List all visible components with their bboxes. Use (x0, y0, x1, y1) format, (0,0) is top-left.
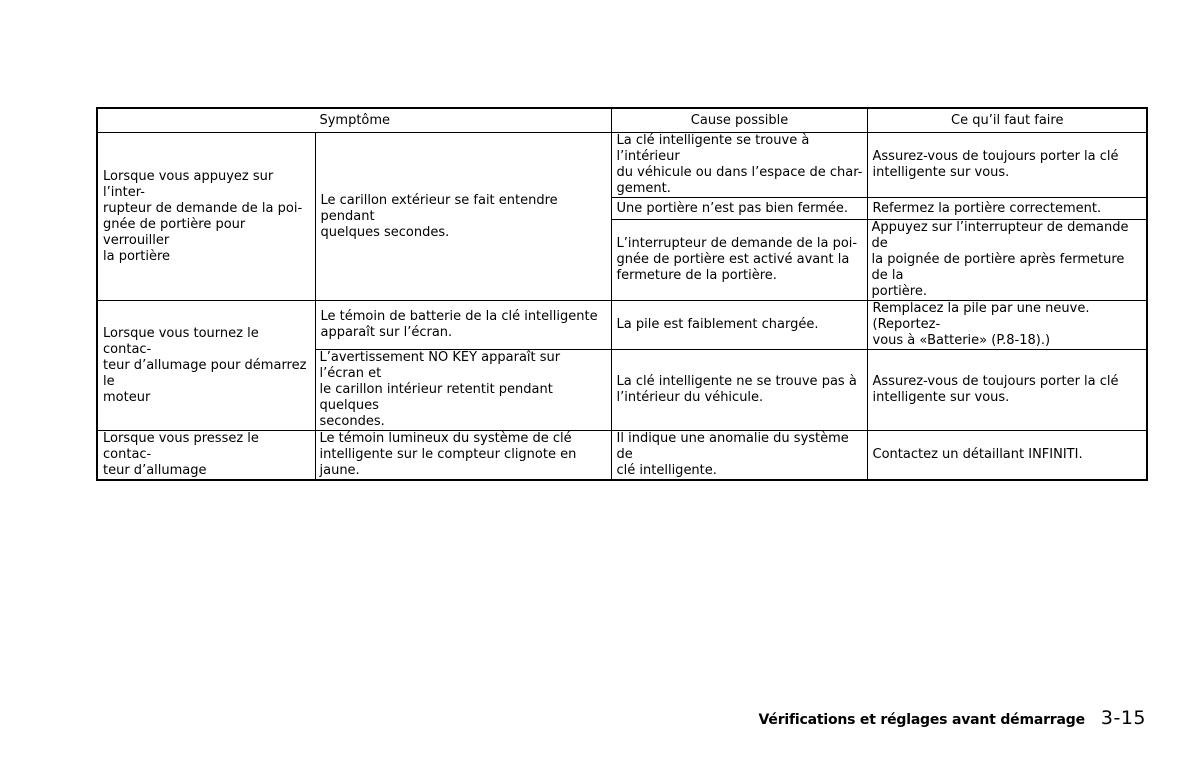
symptom-line: rupteur de demande de la poi- (103, 200, 303, 216)
detail-line: L’avertissement NO KEY apparaît sur l’écran et (319, 350, 561, 381)
cause-line: L’interrupteur de demande de la poi- (616, 236, 858, 251)
action-line: Assurez-vous de toujours porter la clé (872, 374, 1119, 389)
detail-cell (315, 301, 611, 350)
action-line: Refermez la portière correctement. (872, 200, 1102, 216)
cause-line: du véhicule ou dans l’espace de char- (616, 165, 863, 180)
action-cell (867, 133, 1147, 198)
detail-line: Le témoin lumineux du système de clé (319, 431, 572, 446)
action-cell (867, 220, 1147, 301)
action-cell (867, 301, 1147, 350)
detail-line: Le témoin de batterie de la clé intelligente (320, 309, 598, 324)
cause-line: Une portière n’est pas bien fermée. (616, 200, 849, 216)
symptom-line: Lorsque vous appuyez sur l’inter- (103, 168, 274, 200)
detail-line: quelques secondes. (320, 224, 450, 240)
symptom-line: teur d’allumage pour démarrez le (103, 357, 307, 389)
detail-line: intelligente sur le compteur clignote en jaune. (319, 447, 577, 478)
page-number: 3-15 (1100, 707, 1146, 729)
action-line: Appuyez sur l’interrupteur de demande de (871, 220, 1129, 251)
action-line: Remplacez la pile par une neuve. (Reportez- (872, 301, 1090, 332)
cause-line: gement. (616, 181, 671, 196)
header-symptom: Symptôme (97, 108, 611, 133)
cause-cell (611, 431, 867, 481)
detail-cell (315, 133, 611, 301)
table-header-row (97, 108, 1147, 133)
symptom-cell (97, 301, 315, 431)
symptom-line: teur d’allumage (103, 463, 207, 478)
header-cause: Cause possible (611, 108, 867, 133)
detail-line: Le carillon extérieur se fait entendre pendant (320, 192, 558, 224)
cause-line: clé intelligente. (616, 463, 717, 478)
action-cell (867, 350, 1147, 431)
footer-section-title: Vérifications et réglages avant démarrage (758, 712, 1085, 728)
cause-line: La pile est faiblement chargée. (616, 317, 819, 332)
cause-cell (611, 133, 867, 198)
page-footer (759, 707, 1146, 729)
cause-line: La clé intelligente ne se trouve pas à (616, 374, 857, 389)
action-line: portière. (871, 284, 927, 299)
cause-line: La clé intelligente se trouve à l’intérieur (616, 133, 810, 164)
cause-line: gnée de portière est activé avant la (616, 252, 850, 267)
detail-line: secondes. (319, 414, 385, 429)
header-action: Ce qu’il faut faire (867, 108, 1147, 133)
action-line: intelligente sur vous. (872, 390, 1010, 405)
cause-line: Il indique une anomalie du système de (616, 431, 849, 462)
symptom-line: Lorsque vous pressez le contac- (103, 431, 259, 462)
action-cell (867, 198, 1147, 220)
symptom-cell (97, 431, 315, 481)
detail-cell (315, 350, 611, 431)
action-cell (867, 431, 1147, 481)
detail-line: le carillon intérieur retentit pendant quelques (319, 382, 553, 413)
table-row (97, 301, 1147, 350)
cause-cell (611, 350, 867, 431)
action-line: Contactez un détaillant INFINITI. (872, 447, 1083, 462)
symptom-cell (97, 133, 315, 301)
symptom-line: moteur (103, 389, 151, 405)
action-line: intelligente sur vous. (872, 165, 1010, 180)
symptom-line: gnée de portière pour verrouiller (103, 216, 246, 248)
cause-line: fermeture de la portière. (616, 268, 777, 283)
table-row (97, 133, 1147, 198)
action-line: vous à «Batterie» (P.8-18).) (872, 333, 1051, 348)
cause-cell (611, 220, 867, 301)
detail-cell (315, 431, 611, 481)
action-line: Assurez-vous de toujours porter la clé (872, 149, 1119, 164)
symptom-line: Lorsque vous tournez le contac- (103, 325, 259, 357)
action-line: la poignée de portière après fermeture de la (871, 252, 1125, 283)
cause-cell (611, 301, 867, 350)
cause-cell (611, 198, 867, 220)
detail-line: apparaît sur l’écran. (320, 325, 453, 340)
troubleshooting-table (96, 107, 1148, 481)
cause-line: l’intérieur du véhicule. (616, 390, 764, 405)
table-row (97, 431, 1147, 481)
symptom-line: la portière (103, 248, 171, 264)
